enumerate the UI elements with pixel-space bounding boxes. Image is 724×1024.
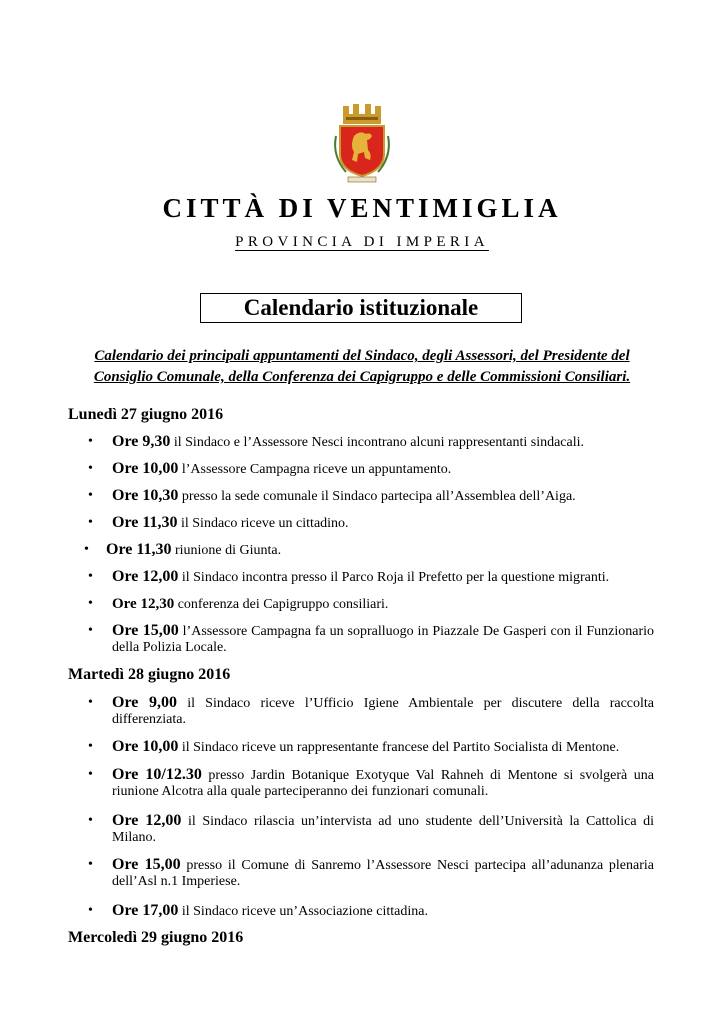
appointment-text: il Sindaco incontra presso il Parco Roja il Prefetto per la questione migranti.	[178, 570, 610, 585]
bullet-icon: •	[88, 461, 93, 476]
appointment-time: Ore 10,00	[112, 460, 179, 477]
day-heading: Mercoledì 29 giugno 2016	[68, 929, 244, 946]
calendar-title: Calendario istituzionale	[200, 293, 522, 323]
appointment-text: il Sindaco riceve un’Associazione cittadina.	[178, 904, 428, 919]
appointment-text: l’Assessore Campagna fa un sopralluogo in Piazzale De Gasperi con il Funzionario della Polizia Locale.	[112, 624, 654, 655]
coat-of-arms-icon	[330, 100, 394, 184]
bullet-icon: •	[88, 596, 93, 611]
appointment-time: Ore 11,30	[112, 514, 178, 531]
city-name: CITTÀ DI VENTIMIGLIA	[162, 193, 562, 223]
appointment-text: riunione di Giunta.	[171, 543, 282, 558]
appointment-time: Ore 15,00	[112, 856, 181, 873]
bullet-icon: •	[88, 488, 93, 503]
bullet-icon: •	[88, 695, 93, 710]
appointment-time: Ore 12,00	[112, 812, 182, 829]
calendar-subtitle: Calendario dei principali appuntamenti del Sindaco, degli Assessori, del Presidente del Consiglio Comunale, della Conferenza dei Capigruppo e delle Commissioni Consiliari.	[93, 348, 631, 385]
appointment-text: l’Assessore Campagna riceve un appuntamento.	[178, 462, 452, 477]
bullet-icon: •	[88, 434, 93, 449]
appointment-text: il Sindaco riceve l’Ufficio Igiene Ambientale per discutere della raccolta differenziata.	[112, 696, 655, 727]
appointment-text: il Sindaco riceve un rappresentante francese del Partito Socialista di Mentone.	[178, 740, 620, 755]
appointment-time: Ore 9,00	[112, 694, 178, 711]
appointment-text: presso il Comune di Sanremo l’Assessore Nesci partecipa all’adunanza plenaria dell’Asl n.1 Imperiese.	[112, 858, 654, 889]
appointment-time: Ore 9,30	[112, 433, 171, 450]
appointment-time: Ore 11,30	[106, 541, 172, 558]
appointment-text: presso la sede comunale il Sindaco partecipa all’Assemblea dell’Aiga.	[178, 489, 576, 504]
bullet-icon: •	[88, 569, 93, 584]
day-heading: Martedì 28 giugno 2016	[68, 666, 231, 683]
appointment-time: Ore 15,00	[112, 622, 179, 639]
appointment-text: conferenza dei Capigruppo consiliari.	[174, 597, 389, 612]
bullet-icon: •	[88, 903, 93, 918]
appointment-time: Ore 17,00	[112, 902, 179, 919]
bullet-icon: •	[88, 515, 93, 530]
appointment-time: Ore 12,30	[112, 596, 175, 612]
appointment-time: Ore 10,00	[112, 738, 179, 755]
appointment-time: Ore 10/12.30	[112, 766, 202, 783]
bullet-icon: •	[88, 813, 93, 828]
province-name: PROVINCIA DI IMPERIA	[235, 234, 489, 250]
appointment-text: il Sindaco rilascia un’intervista ad uno studente dell’Università la Cattolica di Milano.	[112, 814, 655, 845]
bullet-icon: •	[88, 739, 93, 754]
bullet-icon: •	[84, 542, 89, 557]
bullet-icon: •	[88, 767, 93, 782]
day-heading: Lunedì 27 giugno 2016	[68, 406, 224, 423]
bullet-icon: •	[88, 857, 93, 872]
appointment-text: il Sindaco riceve un cittadino.	[177, 516, 349, 531]
appointment-text: il Sindaco e l’Assessore Nesci incontrano alcuni rappresentanti sindacali.	[170, 435, 585, 450]
bullet-icon: •	[88, 623, 93, 638]
appointment-text: presso Jardin Botanique Exotyque Val Rahneh di Mentone si svolgerà una riunione Alcotra alla quale parteciperanno dei funzionari comunali.	[112, 768, 655, 799]
appointment-time: Ore 10,30	[112, 487, 179, 504]
appointment-time: Ore 12,00	[112, 568, 179, 585]
